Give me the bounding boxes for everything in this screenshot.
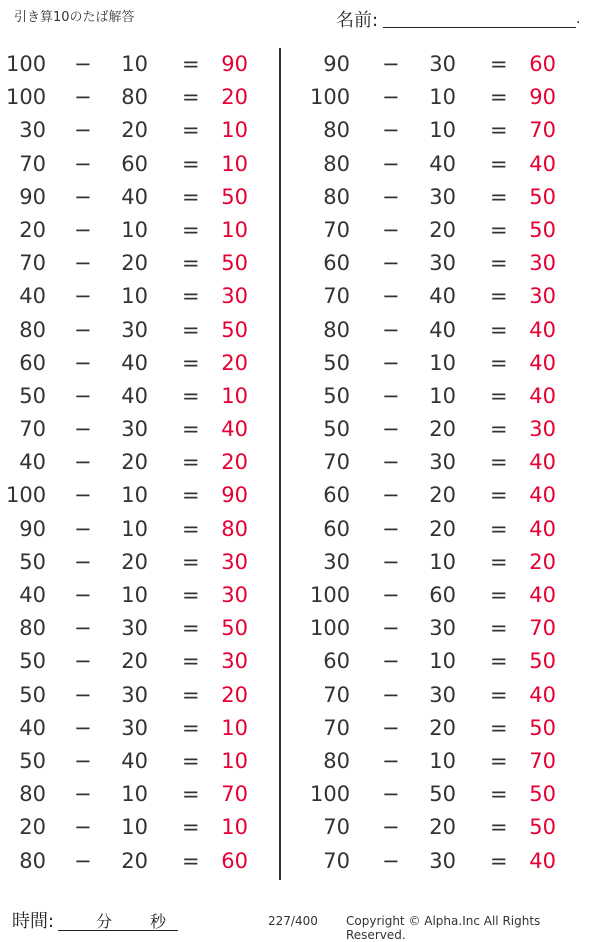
minutes-label: 分 — [96, 912, 113, 931]
minuend: 80 — [323, 317, 350, 342]
equals-sign: = — [182, 516, 200, 541]
minus-sign: − — [74, 317, 92, 342]
answer: 40 — [529, 583, 556, 607]
equals-sign: = — [182, 748, 200, 773]
minus-sign: − — [382, 649, 400, 674]
answer: 40 — [529, 516, 556, 541]
subtrahend: 20 — [429, 217, 456, 242]
equals-sign: = — [182, 118, 200, 143]
subtrahend: 60 — [121, 151, 148, 176]
subtrahend: 20 — [429, 483, 456, 508]
equals-sign: = — [182, 217, 200, 242]
minus-sign: − — [382, 151, 400, 176]
copyright-text: Copyright © Alpha.Inc All Rights Reserved. — [346, 914, 541, 942]
subtrahend: 30 — [429, 184, 456, 209]
minus-sign: − — [382, 284, 400, 309]
minus-sign: − — [74, 616, 92, 641]
equals-sign: = — [490, 350, 508, 375]
subtrahend: 10 — [429, 649, 456, 674]
answer: 20 — [221, 450, 248, 475]
minus-sign: − — [74, 483, 92, 508]
answer: 20 — [529, 549, 556, 574]
equals-sign: = — [490, 815, 508, 840]
equals-sign: = — [182, 649, 200, 674]
subtrahend: 30 — [429, 251, 456, 276]
answer: 20 — [221, 350, 248, 375]
equals-sign: = — [490, 549, 508, 574]
answer: 50 — [529, 782, 556, 807]
equals-sign: = — [490, 151, 508, 176]
answer: 90 — [221, 483, 248, 508]
subtrahend: 40 — [429, 151, 456, 176]
subtrahend: 20 — [121, 118, 148, 143]
equals-sign: = — [182, 284, 200, 309]
minuend: 70 — [323, 284, 350, 309]
equals-sign: = — [182, 549, 200, 574]
minuend: 100 — [6, 52, 47, 76]
equals-sign: = — [490, 450, 508, 475]
equals-sign: = — [490, 748, 508, 773]
minus-sign: − — [382, 317, 400, 342]
answer: 60 — [529, 52, 556, 76]
answer: 40 — [529, 350, 556, 375]
minuend: 50 — [19, 383, 46, 408]
minuend: 100 — [310, 782, 351, 807]
minuend: 90 — [19, 516, 46, 541]
minus-sign: − — [382, 383, 400, 408]
equals-sign: = — [490, 782, 508, 807]
worksheet-title: 引き算10のたば解答 — [14, 10, 135, 25]
minuend: 70 — [323, 815, 350, 840]
minuend: 20 — [19, 815, 46, 840]
minuend: 80 — [323, 748, 350, 773]
equals-sign: = — [182, 184, 200, 209]
answer: 50 — [221, 317, 248, 342]
minus-sign: − — [382, 583, 400, 607]
answer: 30 — [529, 284, 556, 309]
answer: 70 — [529, 748, 556, 773]
minus-sign: − — [74, 118, 92, 143]
equals-sign: = — [490, 217, 508, 242]
answer: 50 — [221, 184, 248, 209]
subtrahend: 30 — [429, 848, 456, 873]
equals-sign: = — [182, 616, 200, 641]
answer: 10 — [221, 217, 248, 242]
subtrahend: 10 — [429, 549, 456, 574]
answer: 70 — [529, 616, 556, 641]
name-label: 名前: — [336, 10, 379, 31]
minus-sign: − — [74, 217, 92, 242]
subtrahend: 20 — [429, 417, 456, 442]
subtrahend: 40 — [121, 350, 148, 375]
equals-sign: = — [490, 383, 508, 408]
equals-sign: = — [490, 317, 508, 342]
minus-sign: − — [382, 450, 400, 475]
equals-sign: = — [182, 383, 200, 408]
equals-sign: = — [182, 417, 200, 442]
answer: 40 — [529, 848, 556, 873]
minuend: 20 — [19, 217, 46, 242]
minus-sign: − — [382, 350, 400, 375]
subtrahend: 10 — [121, 284, 148, 309]
equals-sign: = — [182, 782, 200, 807]
subtrahend: 10 — [121, 483, 148, 508]
minus-sign: − — [382, 516, 400, 541]
minus-sign: − — [382, 184, 400, 209]
answer: 20 — [221, 85, 248, 110]
subtrahend: 40 — [121, 383, 148, 408]
subtrahend: 10 — [429, 383, 456, 408]
minus-sign: − — [382, 748, 400, 773]
minus-sign: − — [382, 616, 400, 641]
answer: 20 — [221, 682, 248, 707]
minuend: 50 — [19, 682, 46, 707]
answer: 30 — [221, 649, 248, 674]
minuend: 60 — [323, 251, 350, 276]
subtrahend: 10 — [121, 52, 148, 76]
equals-sign: = — [182, 815, 200, 840]
answer: 40 — [529, 483, 556, 508]
minus-sign: − — [382, 715, 400, 740]
minus-sign: − — [74, 417, 92, 442]
minus-sign: − — [74, 350, 92, 375]
minus-sign: − — [382, 848, 400, 873]
minus-sign: − — [74, 848, 92, 873]
answer: 50 — [529, 815, 556, 840]
minus-sign: − — [382, 251, 400, 276]
equals-sign: = — [490, 184, 508, 209]
answer: 40 — [529, 317, 556, 342]
minus-sign: − — [74, 52, 92, 76]
answer: 10 — [221, 118, 248, 143]
minus-sign: − — [382, 815, 400, 840]
minuend: 40 — [19, 284, 46, 309]
answer: 40 — [221, 417, 248, 442]
answer: 30 — [221, 549, 248, 574]
subtrahend: 10 — [121, 815, 148, 840]
subtrahend: 20 — [429, 815, 456, 840]
equals-sign: = — [490, 417, 508, 442]
minuend: 60 — [19, 350, 46, 375]
equals-sign: = — [182, 450, 200, 475]
minuend: 100 — [310, 583, 351, 607]
minus-sign: − — [382, 85, 400, 110]
minuend: 50 — [19, 549, 46, 574]
minuend: 80 — [19, 616, 46, 641]
answer: 50 — [529, 184, 556, 209]
minuend: 60 — [323, 516, 350, 541]
minus-sign: − — [74, 450, 92, 475]
minus-sign: − — [382, 417, 400, 442]
minus-sign: − — [382, 682, 400, 707]
minuend: 70 — [323, 450, 350, 475]
equals-sign: = — [490, 616, 508, 641]
subtrahend: 10 — [121, 782, 148, 807]
subtrahend: 40 — [121, 184, 148, 209]
equals-sign: = — [182, 350, 200, 375]
minuend: 70 — [19, 151, 46, 176]
subtrahend: 30 — [429, 682, 456, 707]
subtrahend: 20 — [429, 715, 456, 740]
subtrahend: 30 — [121, 715, 148, 740]
minus-sign: − — [74, 383, 92, 408]
answer: 10 — [221, 151, 248, 176]
subtrahend: 50 — [429, 782, 456, 807]
subtrahend: 20 — [121, 549, 148, 574]
subtrahend: 30 — [121, 682, 148, 707]
minuend: 80 — [19, 782, 46, 807]
equals-sign: = — [182, 583, 200, 607]
answer: 50 — [529, 217, 556, 242]
name-end-dot: . — [576, 11, 581, 27]
answer: 70 — [529, 118, 556, 143]
minus-sign: − — [382, 483, 400, 508]
subtrahend: 30 — [121, 616, 148, 641]
minuend: 80 — [19, 317, 46, 342]
minuend: 80 — [323, 151, 350, 176]
equals-sign: = — [490, 649, 508, 674]
minuend: 100 — [310, 616, 351, 641]
minuend: 30 — [323, 549, 350, 574]
minuend: 90 — [19, 184, 46, 209]
seconds-label: 秒 — [150, 912, 167, 931]
minuend: 70 — [323, 848, 350, 873]
answer: 30 — [529, 417, 556, 442]
answer: 40 — [529, 151, 556, 176]
answer: 90 — [529, 85, 556, 110]
minuend: 100 — [310, 85, 351, 110]
answer: 50 — [529, 715, 556, 740]
minus-sign: − — [382, 52, 400, 76]
answer: 50 — [221, 616, 248, 641]
minuend: 70 — [323, 682, 350, 707]
equals-sign: = — [182, 483, 200, 508]
answer: 60 — [221, 848, 248, 873]
minus-sign: − — [74, 748, 92, 773]
minus-sign: − — [74, 85, 92, 110]
answer: 50 — [221, 251, 248, 276]
minuend: 50 — [323, 383, 350, 408]
subtrahend: 40 — [429, 317, 456, 342]
equals-sign: = — [182, 52, 200, 76]
equals-sign: = — [182, 317, 200, 342]
minuend: 40 — [19, 715, 46, 740]
minuend: 80 — [323, 118, 350, 143]
subtrahend: 30 — [121, 317, 148, 342]
minus-sign: − — [74, 151, 92, 176]
answer: 70 — [221, 782, 248, 807]
minus-sign: − — [74, 184, 92, 209]
minuend: 50 — [19, 748, 46, 773]
minuend: 80 — [323, 184, 350, 209]
minuend: 70 — [19, 251, 46, 276]
minuend: 100 — [6, 85, 47, 110]
minuend: 70 — [323, 715, 350, 740]
subtrahend: 20 — [121, 649, 148, 674]
minus-sign: − — [74, 549, 92, 574]
equals-sign: = — [182, 151, 200, 176]
subtrahend: 30 — [121, 417, 148, 442]
subtrahend: 20 — [121, 848, 148, 873]
minuend: 50 — [19, 649, 46, 674]
equals-sign: = — [490, 583, 508, 607]
minuend: 70 — [19, 417, 46, 442]
minus-sign: − — [74, 583, 92, 607]
equals-sign: = — [182, 85, 200, 110]
subtrahend: 20 — [121, 251, 148, 276]
minus-sign: − — [74, 682, 92, 707]
minus-sign: − — [74, 782, 92, 807]
answer: 10 — [221, 815, 248, 840]
answer: 30 — [529, 251, 556, 276]
subtrahend: 80 — [121, 85, 148, 110]
minuend: 60 — [323, 649, 350, 674]
subtrahend: 10 — [121, 516, 148, 541]
answer: 40 — [529, 450, 556, 475]
equals-sign: = — [490, 715, 508, 740]
subtrahend: 20 — [429, 516, 456, 541]
equals-sign: = — [490, 251, 508, 276]
equals-sign: = — [182, 682, 200, 707]
equals-sign: = — [490, 682, 508, 707]
answer: 80 — [221, 516, 248, 541]
equals-sign: = — [490, 516, 508, 541]
minuend: 100 — [6, 483, 47, 508]
name-field-line[interactable] — [383, 27, 576, 28]
subtrahend: 20 — [121, 450, 148, 475]
answer: 10 — [221, 748, 248, 773]
answer: 10 — [221, 383, 248, 408]
minus-sign: − — [382, 782, 400, 807]
time-label: 時間: — [12, 911, 55, 932]
column-divider — [279, 48, 281, 880]
minus-sign: − — [382, 118, 400, 143]
minus-sign: − — [74, 815, 92, 840]
equals-sign: = — [182, 715, 200, 740]
subtrahend: 10 — [121, 217, 148, 242]
equals-sign: = — [490, 52, 508, 76]
equals-sign: = — [490, 848, 508, 873]
minus-sign: − — [74, 516, 92, 541]
equals-sign: = — [182, 848, 200, 873]
minus-sign: − — [74, 251, 92, 276]
page-number: 227/400 — [268, 914, 318, 928]
answer: 40 — [529, 682, 556, 707]
subtrahend: 10 — [429, 350, 456, 375]
equals-sign: = — [490, 483, 508, 508]
answer: 40 — [529, 383, 556, 408]
subtrahend: 10 — [429, 748, 456, 773]
minus-sign: − — [74, 715, 92, 740]
answer: 30 — [221, 583, 248, 607]
equals-sign: = — [490, 118, 508, 143]
minuend: 90 — [323, 52, 350, 76]
subtrahend: 40 — [121, 748, 148, 773]
minus-sign: − — [74, 284, 92, 309]
minus-sign: − — [74, 649, 92, 674]
answer: 90 — [221, 52, 248, 76]
subtrahend: 10 — [121, 583, 148, 607]
equals-sign: = — [490, 85, 508, 110]
subtrahend: 60 — [429, 583, 456, 607]
equals-sign: = — [490, 284, 508, 309]
minuend: 30 — [19, 118, 46, 143]
subtrahend: 30 — [429, 450, 456, 475]
subtrahend: 40 — [429, 284, 456, 309]
minuend: 50 — [323, 350, 350, 375]
minuend: 40 — [19, 450, 46, 475]
subtrahend: 10 — [429, 85, 456, 110]
answer: 50 — [529, 649, 556, 674]
minuend: 80 — [19, 848, 46, 873]
equals-sign: = — [182, 251, 200, 276]
answer: 30 — [221, 284, 248, 309]
minuend: 60 — [323, 483, 350, 508]
minuend: 50 — [323, 417, 350, 442]
minuend: 40 — [19, 583, 46, 607]
subtrahend: 30 — [429, 616, 456, 641]
subtrahend: 30 — [429, 52, 456, 76]
minus-sign: − — [382, 549, 400, 574]
minuend: 70 — [323, 217, 350, 242]
answer: 10 — [221, 715, 248, 740]
subtrahend: 10 — [429, 118, 456, 143]
minus-sign: − — [382, 217, 400, 242]
